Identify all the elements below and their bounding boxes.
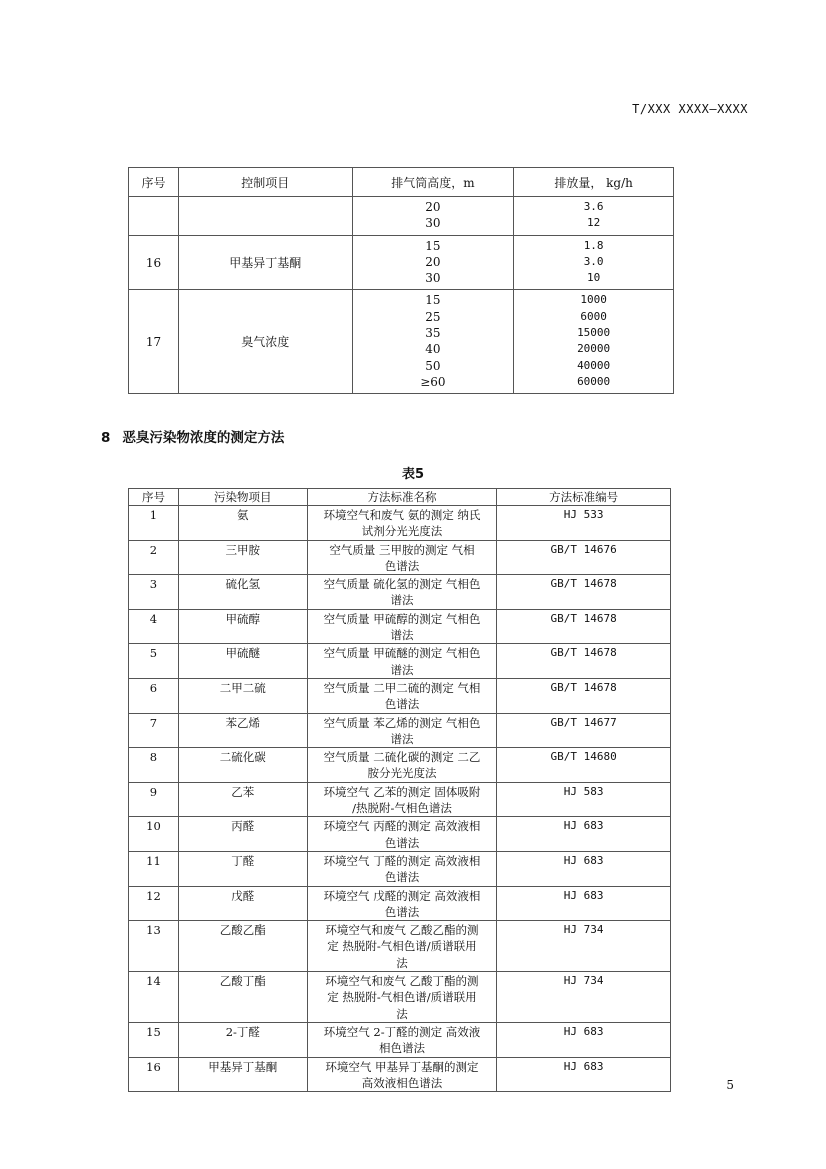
method-name-line: 色谱法 [384,558,420,573]
table-row [129,197,674,236]
stack-height-value: 15 [425,293,441,308]
method-name-line: 空气质量 苯乙烯的测定 气相色 [323,715,481,730]
table-header-row [129,168,674,197]
method-name-line: 胺分光光度法 [367,766,437,781]
method-name-line: 谱法 [390,593,414,608]
row-pollutant: 甲基异丁基酮 [178,1057,307,1092]
header-pollutant: 污染物项目 [178,489,307,506]
emission-amount-value: 15000 [577,326,611,340]
emission-amount-value: 1.8 [583,238,604,252]
method-name-line: 法 [396,955,408,970]
method-name-line: /热脱附-气相色谱法 [352,801,452,816]
row-serial-no: 11 [129,851,179,886]
row-pollutant: 2-丁醛 [178,1022,307,1057]
row-method-code: HJ 683 [497,817,671,852]
row-stack-heights [352,235,514,290]
table-header-row [129,489,671,506]
table-row [129,1022,671,1057]
row-method-code: HJ 683 [497,886,671,921]
row-serial-no: 16 [129,235,179,290]
measurement-methods-table [128,488,671,1092]
row-emission-amounts [514,197,674,236]
method-name-line: 色谱法 [384,870,420,885]
emission-amount-value: 20000 [577,342,611,356]
table-row [129,644,671,679]
section-title: 恶臭污染物浓度的测定方法 [122,430,285,446]
method-name-line: 谱法 [390,731,414,746]
row-serial-no: 7 [129,713,179,748]
section-heading [101,426,284,446]
row-method-code: HJ 583 [497,782,671,817]
row-method-name [307,1022,497,1057]
row-method-code: GB/T 14678 [497,644,671,679]
table-row [129,235,674,290]
method-name-line: 色谱法 [384,835,420,850]
row-serial-no: 8 [129,748,179,783]
header-emission-rate: 排放量， kg/h [514,168,674,197]
stack-height-value: 50 [425,358,441,373]
method-name-line: 空气质量 二甲二硫的测定 气相 [323,680,481,695]
row-method-name [307,921,497,972]
row-method-name [307,644,497,679]
emission-amount-value: 6000 [580,309,607,323]
row-control-item: 甲基异丁基酮 [178,235,352,290]
table-caption: 表5 [401,467,425,482]
method-name-line: 环境空气 2-丁醛的测定 高效液 [323,1024,481,1039]
row-pollutant: 硫化氢 [178,575,307,610]
method-name-line: 谱法 [390,628,414,643]
row-method-name [307,506,497,541]
table-row [129,921,671,972]
method-name-line: 环境空气和废气 氨的测定 纳氏 [323,508,481,522]
row-serial-no: 17 [129,290,179,394]
row-method-name [307,817,497,852]
table-row [129,678,671,713]
row-control-item: 臭气浓度 [178,290,352,394]
row-serial-no: 4 [129,609,179,644]
row-method-name [307,782,497,817]
row-serial-no: 16 [129,1057,179,1092]
row-method-name [307,678,497,713]
row-method-code: HJ 683 [497,1057,671,1092]
row-method-code: HJ 683 [497,1022,671,1057]
table-row [129,972,671,1023]
header-serial-no: 序号 [129,168,179,197]
row-pollutant: 甲硫醚 [178,644,307,679]
method-name-line: 环境空气 丙醛的测定 高效液相 [323,819,481,834]
table-row [129,713,671,748]
method-name-line: 环境空气 丁醛的测定 高效液相 [323,853,481,868]
row-method-code: HJ 734 [497,972,671,1023]
document-code: T/XXX XXXX—XXXX [632,102,748,116]
row-method-name [307,748,497,783]
row-method-code: GB/T 14678 [497,575,671,610]
row-pollutant: 丁醛 [178,851,307,886]
method-name-line: 谱法 [390,662,414,677]
method-name-line: 环境空气 戊醛的测定 高效液相 [323,888,481,903]
method-name-line: 空气质量 甲硫醚的测定 气相色 [323,646,481,661]
row-method-code: GB/T 14678 [497,609,671,644]
emission-limits-table [128,167,674,394]
stack-height-value: 30 [425,271,441,286]
table-row [129,886,671,921]
row-method-name [307,540,497,575]
stack-height-value: 25 [425,309,441,324]
row-method-code: GB/T 14678 [497,678,671,713]
row-pollutant: 二硫化碳 [178,748,307,783]
row-serial-no: 10 [129,817,179,852]
method-name-line: 法 [396,1006,408,1021]
row-method-name [307,575,497,610]
method-name-line: 高效液相色谱法 [361,1075,443,1090]
method-name-line: 环境空气和废气 乙酸丁酯的测 [325,974,479,989]
method-name-line: 环境空气 乙苯的测定 固体吸附 [323,784,481,799]
method-name-line: 空气质量 三甲胺的测定 气相 [329,542,475,557]
row-method-name [307,1057,497,1092]
emission-amount-value: 40000 [577,358,611,372]
row-serial-no: 2 [129,540,179,575]
row-serial-no [129,197,179,236]
row-emission-amounts [514,235,674,290]
stack-height-value: 30 [425,216,441,231]
table-row [129,1057,671,1092]
table-row [129,540,671,575]
row-method-code: HJ 734 [497,921,671,972]
row-stack-heights [352,197,514,236]
emission-amount-value: 10 [587,271,601,285]
method-name-line: 色谱法 [384,904,420,919]
emission-amount-value: 12 [587,216,601,230]
section-number: 8 [101,430,111,446]
row-serial-no: 9 [129,782,179,817]
header-serial-no: 序号 [129,489,179,506]
row-method-name [307,886,497,921]
row-pollutant: 戊醛 [178,886,307,921]
row-method-name [307,713,497,748]
row-pollutant: 乙酸丁酯 [178,972,307,1023]
row-serial-no: 12 [129,886,179,921]
page-number: 5 [726,1078,734,1092]
stack-height-value: 20 [425,200,441,214]
method-name-line: 定 热脱附-气相色谱/质谱联用 [327,939,477,954]
header-control-item: 控制项目 [178,168,352,197]
table-row [129,817,671,852]
stack-height-value: 20 [425,254,441,269]
method-name-line: 空气质量 二硫化碳的测定 二乙 [323,750,481,765]
row-serial-no: 6 [129,678,179,713]
stack-height-value: ≥60 [420,374,446,389]
row-pollutant: 乙酸乙酯 [178,921,307,972]
method-name-line: 相色谱法 [378,1041,425,1056]
method-name-line: 定 热脱附-气相色谱/质谱联用 [327,990,477,1005]
row-stack-heights [352,290,514,394]
table-row [129,851,671,886]
header-method-name: 方法标准名称 [307,489,497,506]
table-row [129,748,671,783]
table-row [129,609,671,644]
row-serial-no: 3 [129,575,179,610]
emission-amount-value: 3.0 [583,254,604,268]
row-pollutant: 乙苯 [178,782,307,817]
table-row [129,506,671,541]
header-method-code: 方法标准编号 [497,489,671,506]
row-method-code: GB/T 14676 [497,540,671,575]
stack-height-value: 40 [425,342,441,357]
row-serial-no: 5 [129,644,179,679]
row-method-code: GB/T 14680 [497,748,671,783]
method-name-line: 环境空气和废气 乙酸乙酯的测 [325,923,479,938]
table-row [129,575,671,610]
method-name-line: 空气质量 甲硫醇的测定 气相色 [323,611,481,626]
method-name-line: 空气质量 硫化氢的测定 气相色 [323,577,481,592]
row-control-item [178,197,352,236]
emission-amount-value: 1000 [580,293,607,307]
table-row [129,782,671,817]
row-serial-no: 14 [129,972,179,1023]
row-serial-no: 13 [129,921,179,972]
stack-height-value: 35 [425,326,441,341]
row-method-code: HJ 683 [497,851,671,886]
row-method-code: HJ 533 [497,506,671,541]
row-pollutant: 三甲胺 [178,540,307,575]
method-name-line: 试剂分光光度法 [361,524,443,539]
row-pollutant: 丙醛 [178,817,307,852]
row-pollutant: 苯乙烯 [178,713,307,748]
method-name-line: 环境空气 甲基异丁基酮的测定 [325,1059,479,1074]
emission-amount-value: 60000 [577,374,611,388]
row-pollutant: 氨 [178,506,307,541]
row-method-code: GB/T 14677 [497,713,671,748]
table-row [129,290,674,394]
row-method-name [307,609,497,644]
row-serial-no: 15 [129,1022,179,1057]
emission-amount-value: 3.6 [583,200,604,213]
row-emission-amounts [514,290,674,394]
method-name-line: 色谱法 [384,697,420,712]
header-stack-height: 排气筒高度，m [352,168,514,197]
row-method-name [307,851,497,886]
stack-height-value: 15 [425,238,441,253]
row-method-name [307,972,497,1023]
row-pollutant: 甲硫醇 [178,609,307,644]
row-pollutant: 二甲二硫 [178,678,307,713]
row-serial-no: 1 [129,506,179,541]
